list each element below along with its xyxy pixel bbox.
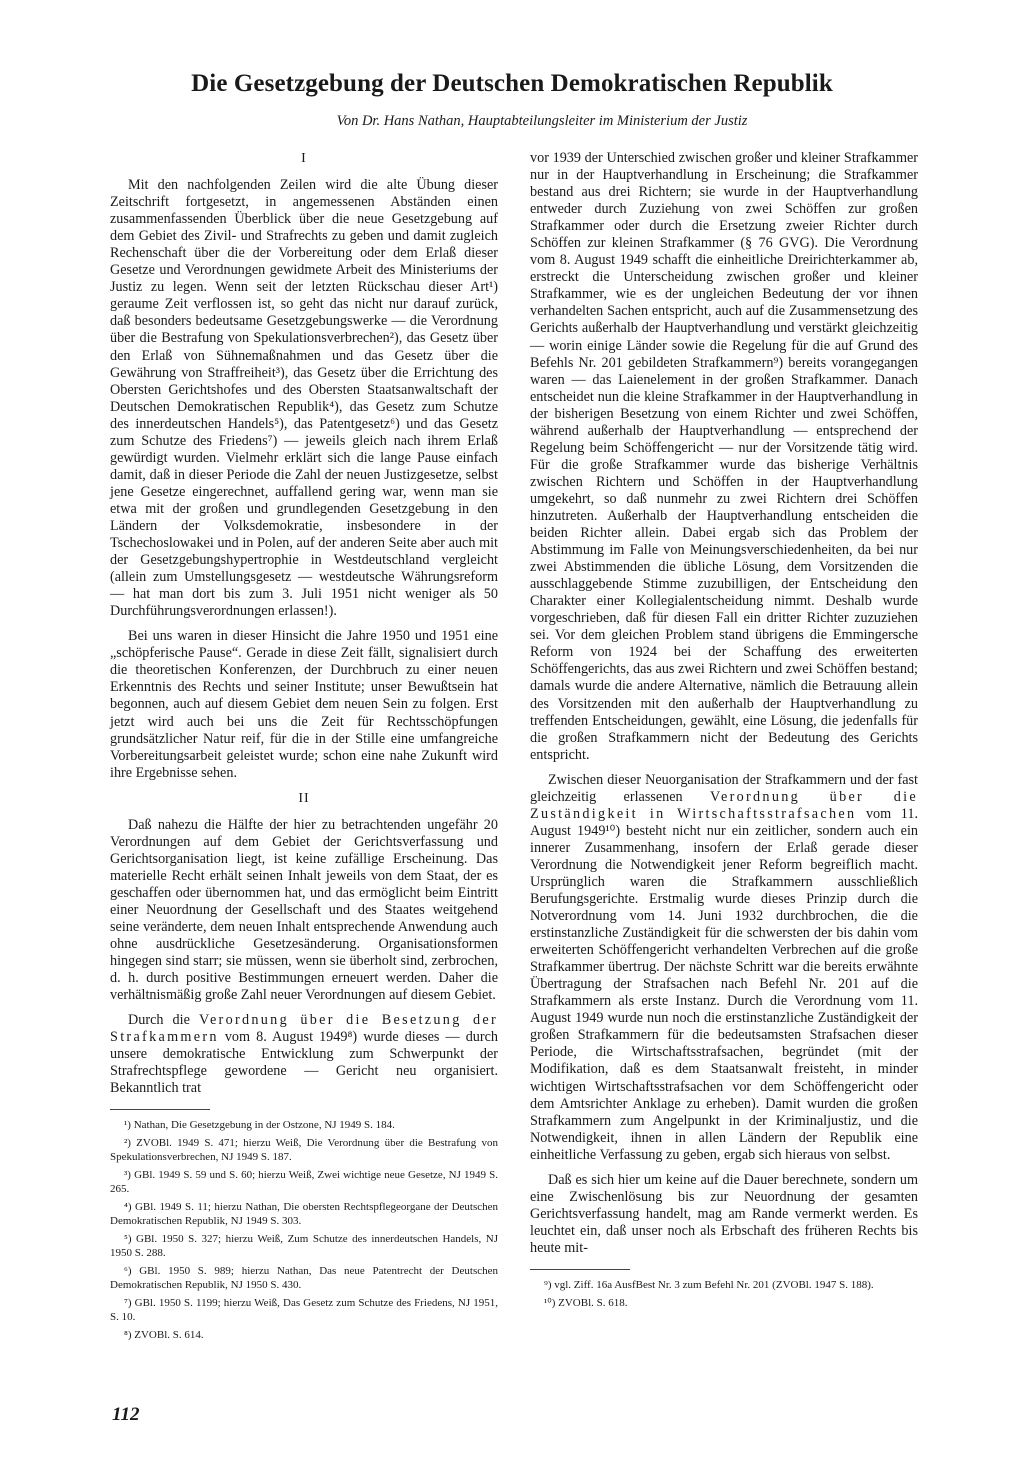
paragraph-text: vom 11. August 1949¹⁰) besteht nicht nur ein zeitlicher, sondern auch ein innerer Zusammenhang, insofern der Erlaß gerade dieser Verordnung die Notwendigkeit jener Reform begreiflich macht. Ursprünglich waren die Strafkammern ausschließlich Berufungsgerichte. Erstmalig wurde dieses Prinzip durch die Notverordnung vom 14. Juni 1932 durchbrochen, die die erstinstanzliche Zuständigkeit für die schwersten der bis dahin vom erweiterten Schöffengericht verhandelten Verbrechen auf die große Strafkammer übertrug. Der nächste Schritt war die bereits erwähnte Übertragung der Strafsachen nach Befehl Nr. 201 auf die Strafkammern als erste Instanz. Durch die Verordnung vom 11. August 1949 wurde nun noch die erstinstanzliche Zuständigkeit der großen Strafkammern für die bedeutsamsten Strafsachen dieser Periode, die Wirtschaftsstrafsachen, begründet (mit der Modifikation, daß es dem Staatsanwalt freisteht, in minder wichtigen Wirtschaftsstrafsachen vor dem Schöffengericht oder dem Amtsrichter Anklage zu erheben). Damit wurden die großen Strafkammern zum Angelpunkt in der Kriminaljustiz, und die Notwendigkeit, ihnen in allen Ländern der Republik eine einheitliche Verfassung zu geben, ergab sich hieraus von selbst. [530, 805, 918, 1163]
footnote: ⁸) ZVOBl. S. 614. [124, 1328, 204, 1341]
left-column [110, 150, 498, 1345]
paragraph-text: Zwischen dieser Neuorganisation der Strafkammern und der fast gleichzeitig erlassenen [530, 771, 918, 805]
section-heading-two: II [298, 790, 310, 806]
footnote: ²) ZVOBl. 1949 S. 471; hierzu Weiß, Die Verordnung über die Bestrafung von Spekulationsverbrechen, NJ 1949 S. 187. [110, 1136, 498, 1164]
paragraph: Daß es sich hier um keine auf die Dauer berechnete, sondern um eine Zwischenlösung bis zur Neuordnung der gesamten Gerichtsverfassung handelt, mag am Rande vermerkt werden. Es leuchtet ein, daß unser noch als Erbschaft des früheren Rechts bis heute mit- [530, 1171, 918, 1256]
footnote: ¹) Nathan, Die Gesetzgebung in der Ostzone, NJ 1949 S. 184. [124, 1119, 395, 1132]
footnote: ³) GBl. 1949 S. 59 und S. 60; hierzu Weiß, Zwei wichtige neue Gesetze, NJ 1949 S. 265. [110, 1168, 498, 1196]
paragraph-text: vom 8. August 1949⁸) wurde dieses — durch unsere demokratische Entwicklung zum Schwerpunkt der Strafrechtspflege gewordene — Gericht neu organisiert. Bekanntlich trat [110, 1029, 498, 1097]
footnote-separator [110, 1109, 210, 1110]
footnotes-right [530, 1278, 918, 1310]
paragraph-text: Durch die [128, 1012, 199, 1029]
footnote: ⁶) GBl. 1950 S. 989; hierzu Nathan, Das neue Patentrecht der Deutschen Demokratischen Republik, NJ 1950 S. 430. [110, 1264, 498, 1292]
paragraph: Bei uns waren in dieser Hinsicht die Jahre 1950 und 1951 eine „schöpferische Pause“. Gerade in diese Zeit fällt, signalisiert durch die theoretischen Konferenzen, der Durchbruch zu einer neuen Erkenntnis des Rechts und seiner Institute; unser Bewußtsein hat begonnen, auch auf diesem Gebiet dem neuen Sein zu folgen. Erst jetzt wird auch bei uns die Zeit für Rechtsschöpfungen grundsätzlicher Natur reif, für die in der Stille eine umfangreiche Vorbereitungsarbeit geleistet wurde; schon eine nahe Zukunft wird ihre Ergebnisse sehen. [110, 628, 498, 781]
paragraph: Mit den nachfolgenden Zeilen wird die alte Übung dieser Zeitschrift fortgesetzt, in angemessenen Abständen einen zusammenfassenden Überblick über die neue Gesetzgebung auf dem Gebiet des Zivil- und Strafrechts zu geben und damit zugleich Rechenschaft über die der Vorbereitung oder dem Erlaß dieser Gesetze und Verordnungen gewidmete Arbeit des Ministeriums der Justiz zu legen. Wenn seit der letzten Rückschau dieser Art¹) geraume Zeit verflossen ist, so geht das nicht nur darauf zurück, daß besonders bedeutsame Gesetzgebungswerke — die Verordnung über die Bestrafung von Spekulationsverbrechen²), das Gesetz über den Erlaß von Sühnemaßnahmen und das Gesetz über die Gewährung von Straffreiheit³), das Gesetz über die Errichtung des Obersten Gerichtshofes und des Obersten Staatsanwaltschaft der Deutschen Demokratischen Republik⁴), das Gesetz zum Schutze des innerdeutschen Handels⁵), das Patentgesetz⁶) und das Gesetz zum Schutze des Friedens⁷) — jeweils gleich nach ihrem Erlaß gewürdigt wurden. Vielmehr erklärt sich die lange Pause einfach damit, daß in dieser Periode die Zahl der neuen Justizgesetze, selbst jene Gesetze eingerechnet, auffallend gering war, wenn man sie etwa mit der großen und grundlegenden Gesetzgebung in den Ländern der Volksdemokratie, insbesondere in der Tschechoslowakei und in Polen, auf der anderen Seite aber auch mit der Gesetzgebungshypertrophie in Westdeutschland vergleicht (allein zum Umstellungsgesetz — westdeutsche Währungsreform — hat man dort bis zum 3. Juli 1951 nicht weniger als 50 Durchführungsverordnungen erlassen!). [110, 177, 498, 620]
paragraph [530, 772, 918, 1164]
footnote-separator [530, 1269, 630, 1270]
footnote: ⁹) vgl. Ziff. 16a AusfBest Nr. 3 zum Befehl Nr. 201 (ZVOBl. 1947 S. 188). [544, 1279, 874, 1291]
section-heading-one: I [301, 151, 307, 166]
paragraph: Daß nahezu die Hälfte der hier zu betrachtenden ungefähr 20 Verordnungen auf dem Gebiet der Gerichtsverfassung und Gerichtsorganisation liegt, ist keine zufällige Erscheinung. Das materielle Recht erhält seinen Inhalt jeweils von dem Staat, der es geschaffen oder übernommen hat, und das ermöglicht beim Eintritt einer Neuordnung der Gesellschaft und des Staates weitgehend seine veränderte, dem neuen Inhalt entsprechende Anwendung auch ohne ausdrückliche Gesetzesänderung. Organisationsformen hingegen sind starr; sie müssen, wenn sie überholt sind, zerbrochen, d. h. durch positive Bestimmungen erneuert werden. Daher die verhältnismäßig große Zahl neuer Verordnungen auf diesem Gebiet. [110, 816, 498, 1004]
footnote: ¹⁰) ZVOBl. S. 618. [544, 1296, 628, 1309]
paragraph: vor 1939 der Unterschied zwischen großer und kleiner Strafkammer nur in der Hauptverhandlung in Erscheinung; die Strafkammer bestand aus drei Richtern; sie wurde in der Hauptverhandlung entweder durch Zuziehung von zwei Schöffen zur großen Strafkammer oder durch die Ersetzung zweier Richter durch Schöffen zur kleinen Strafkammer (§ 76 GVG). Die Verordnung vom 8. August 1949 schafft die einheitliche Dreirichterkammer ab, erstreckt die Unterscheidung zwischen großer und kleiner Strafkammer, wie es der ungleichen Bedeutung der vor ihnen verhandelten Sachen entspricht, auch auf die Zusammensetzung des Gerichts außerhalb der Hauptverhandlung und verstärkt gleichzeitig — worin einige Länder sowie die Regelung für die auf Grund des Befehls Nr. 201 gebildeten Strafkammern⁹) bereits vorangegangen waren — das Laienelement in der großen Strafkammer. Danach entscheidet nun die kleine Strafkammer in der Hauptverhandlung in der bisherigen Besetzung von einem Richter und zwei Schöffen, während außerhalb der Hauptverhandlung — entsprechend der Regelung beim Schöffengericht — nur der Vorsitzende tätig wird. Für die große Strafkammer wurde das bisherige Verhältnis zwischen Richtern und Schöffen in der Hauptverhandlung umgekehrt, so daß nunmehr zu zwei Richtern drei Schöffen hinzutreten. Außerhalb der Hauptverhandlung entscheiden die beiden Richter allein. Dabei ergab sich das Problem der Abstimmung im Falle von Meinungsverschiedenheiten, da bei nur zwei Abstimmenden die übliche Lösung, dem Vorsitzenden die ausschlaggebende Stimme zuzubilligen, der Entscheidung den Charakter einer Kollegialentscheidung nimmt. Deshalb wurde vorgeschrieben, daß für diesen Fall ein dritter Richter zuzuziehen sei. Vor dem gleichen Problem stand übrigens die Emmingersche Reform von 1924 bei der Schaffung des erweiterten Schöffengerichts, das aus zwei Richtern und zwei Schöffen bestand; damals wurde die andere Alternative, nämlich die Betrauung allein des Vorsitzenden mit den außerhalb der Hauptverhandlung zu treffenden Entscheidungen, gewählt, eine Lösung, die jedenfalls für die großen Strafkammern nicht der Bedeutung des Gerichts entspricht. [530, 150, 918, 763]
spaced-emphasis: Verordnung über die Zuständigkeit in Wirtschaftsstrafsachen [530, 788, 918, 822]
right-column [530, 150, 918, 1313]
footnote: ⁴) GBl. 1949 S. 11; hierzu Nathan, Die obersten Rechtspflegeorgane der Deutschen Demokratischen Republik, NJ 1949 S. 303. [110, 1200, 498, 1228]
footnote: ⁵) GBl. 1950 S. 327; hierzu Weiß, Zum Schutze des innerdeutschen Handels, NJ 1950 S. 288. [110, 1232, 498, 1260]
footnote: ⁷) GBl. 1950 S. 1199; hierzu Weiß, Das Gesetz zum Schutze des Friedens, NJ 1951, S. 10. [110, 1296, 498, 1324]
spaced-emphasis: Verordnung über die Besetzung der Strafkammern [110, 1012, 498, 1046]
paragraph [110, 1012, 498, 1097]
article-title: Die Gesetzgebung der Deutschen Demokratischen Republik [191, 70, 833, 97]
page-number: 112 [112, 1404, 140, 1425]
footnotes-left [110, 1118, 498, 1342]
article-byline: Von Dr. Hans Nathan, Hauptabteilungsleiter im Ministerium der Justiz [336, 113, 748, 129]
